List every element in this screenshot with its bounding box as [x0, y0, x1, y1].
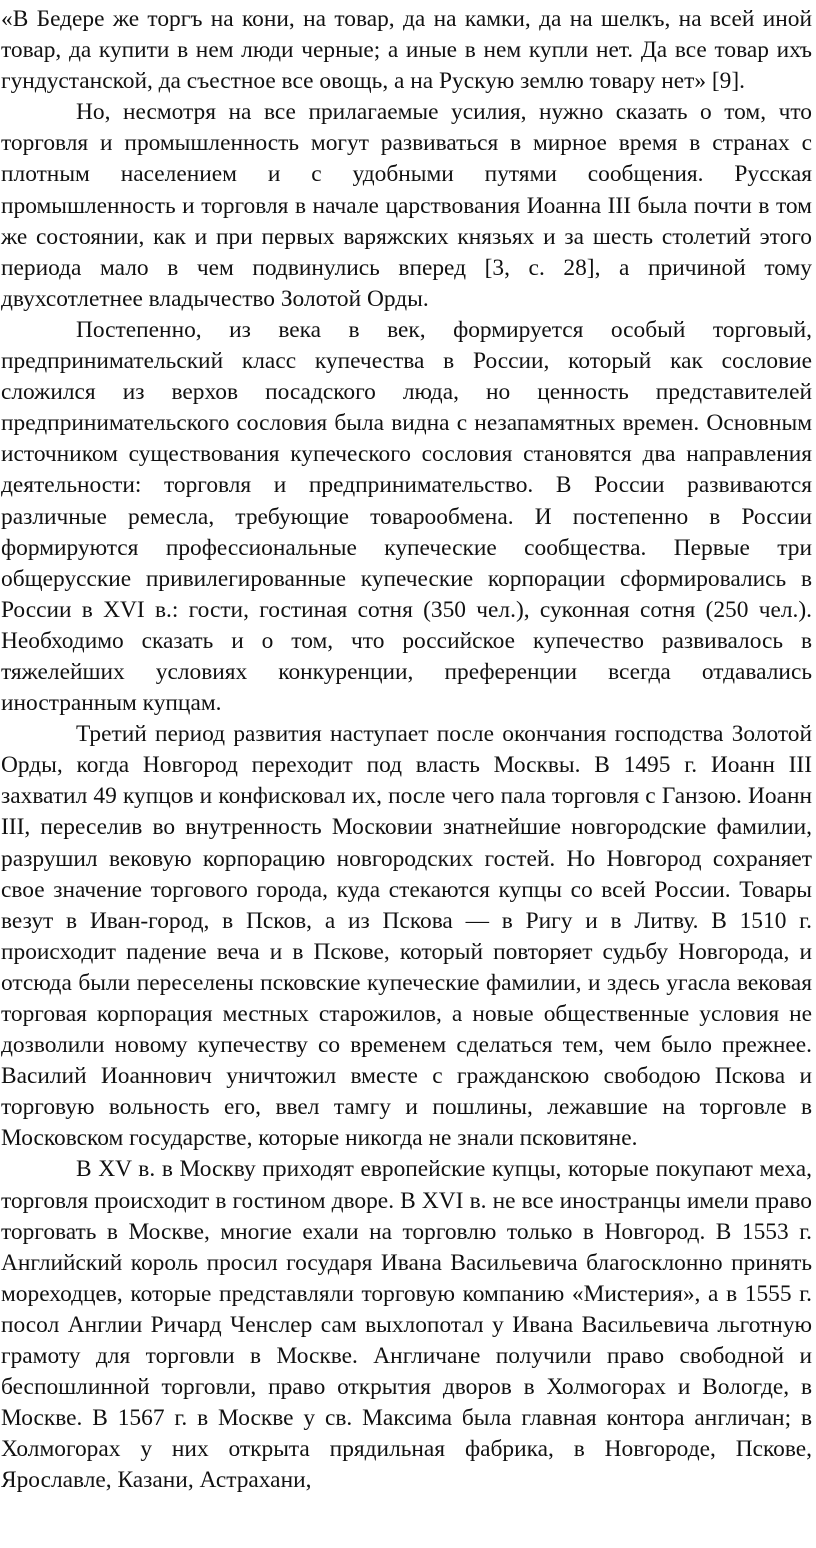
paragraph-third-period: Третий период развития наступает после окончания господства Золотой Орды, когда Новгород переходит под власть Москвы. В 1495 г. Иоанн III захватил 49 купцов и конфисковал их, после чего пала торговля с Ганзою. Иоанн III, переселив во внутренность Московии знатнейшие новгородские фамилии, разрушил вековую корпорацию новгородских гостей. Но Новгород сохраняет свое значение торгового города, куда стекаются купцы со всей России. Товары везут в Иван-город, в Псков, а из Пскова — в Ригу и в Литву. В 1510 г. происходит падение веча и в Пскове, который повторяет судьбу Новгорода, и отсюда были переселены псковские купеческие фамилии, и здесь угасла вековая торговая корпорация местных старожилов, а новые общественные условия не дозволили новому купечеству со временем сделаться тем, чем было прежнее. Василий Иоаннович уничтожил вместе с гражданскою свободою Пскова и торговую вольность его, ввел тамгу и пошлины, лежавшие на торговле в Московском государстве, которые никогда не знали псковитяне.: [1, 721, 812, 1152]
paragraph-european-merchants: В XV в. в Москву приходят европейские купцы, которые покупают меха, торговля происходит в гостином дворе. В XVI в. не все иностранцы имели право торговать в Москве, многие ехали на торговлю только в Новгород. В 1553 г. Английский король просил государя Ивана Васильевича благосклонно принять мореходцев, которые представляли торговую компанию «Мистерия», а в 1555 г. посол Англии Ричард Ченслер сам выхлопотал у Ивана Васильевича льготную грамоту для торговли в Москве. Англичане получили право свободной и беспошлинной торговли, право открытия дворов в Холмогорах и Вологде, в Москве. В 1567 г. в Москве у св. Максима была главная контора англичан; в Холмогорах у них открыта прядильная фабрика, в Новгороде, Пскове, Ярославле, Казани, Астрахани,: [1, 1156, 812, 1494]
paragraph-merchant-class: Постепенно, из века в век, формируется особый торговый, предпринимательский класс купечества в России, который как сословие сложился из верхов посадского люда, но ценность представителей предпринимательского сословия была видна с незапамятных времен. Основным источником существования купеческого сословия становятся два направления деятельности: торговля и предпринимательство. В России развиваются различные ремесла, требующие товарообмена. И постепенно в России формируются профессиональные купеческие сообщества. Первые три общерусские привилегированные купеческие корпорации сформировались в России в XVI в.: гости, гостиная сотня (350 чел.), суконная сотня (250 чел.). Необходимо сказать и о том, что российское купечество развивалось в тяжелейших условиях конкуренции, преференции всегда отдавались иностранным купцам.: [1, 316, 812, 717]
paragraph-trade-industry: Но, несмотря на все прилагаемые усилия, нужно сказать о том, что торговля и промышленность могут развиваться в мирное время в странах с плотным населением и с удобными путями сообщения. Русская промышленность и торговля в начале царствования Иоанна III была почти в том же состоянии, как и при первых варяжских князьях и за шесть столетий этого периода мало в чем подвинулись вперед [3, с. 28], а причиной тому двухсотлетнее владычество Золотой Орды.: [1, 99, 812, 312]
paragraph-quote: «В Бедере же торгъ на кони, на товар, да на камки, да на шелкъ, на всей иной товар, да купити в нем люди черные; а иные в нем купли нет. Да все товар ихъ гундустанской, да съестное все овощь, а на Рускую землю товару нет» [9].: [1, 6, 812, 95]
